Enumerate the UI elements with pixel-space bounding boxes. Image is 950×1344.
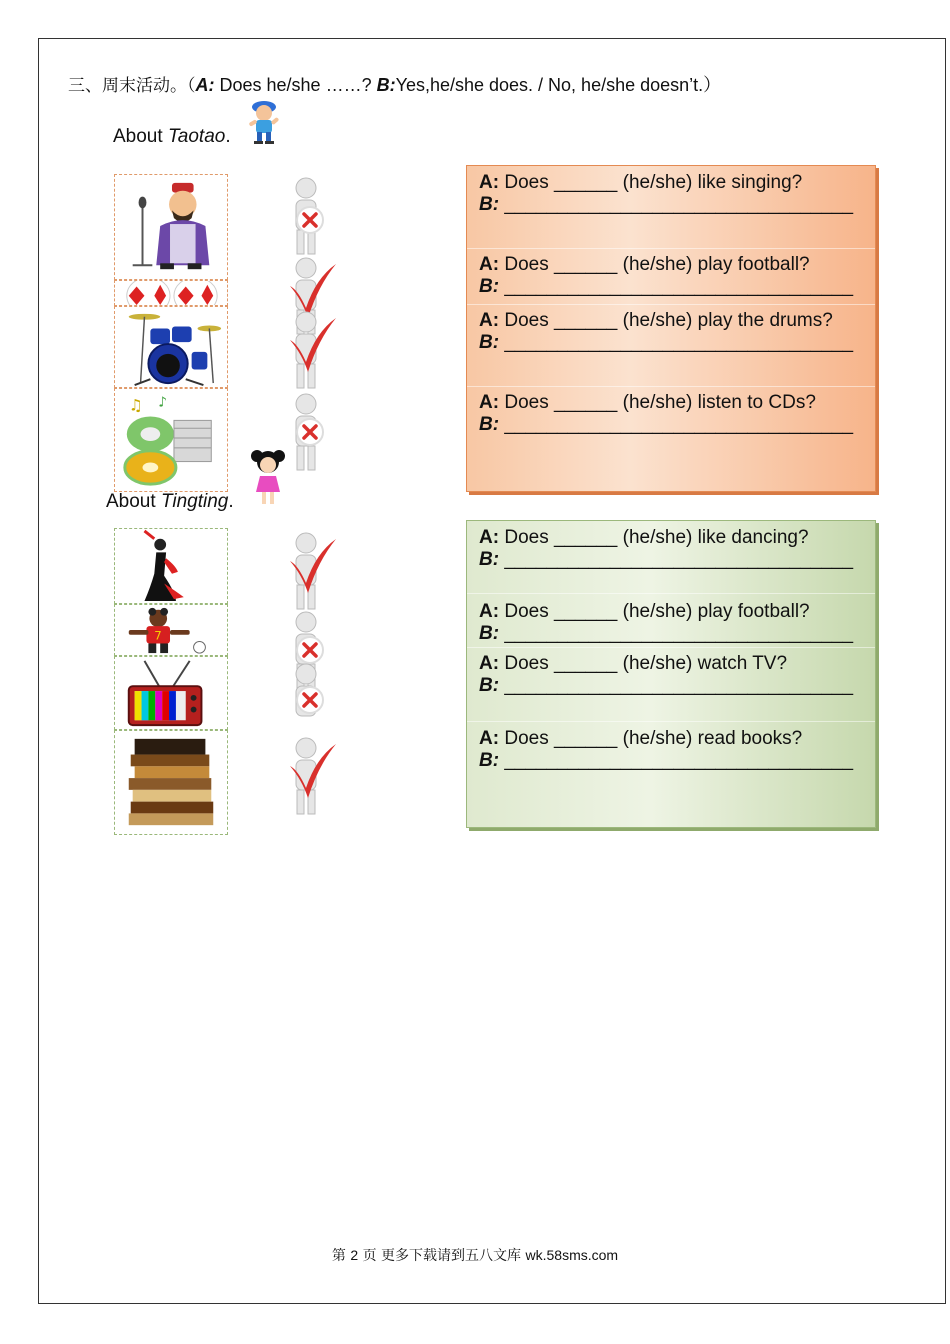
tingting-name: Tingting bbox=[160, 491, 229, 512]
question-item: A: Does ______ (he/she) watch TV? B: _________________________________ bbox=[479, 653, 854, 696]
b-text: Yes,he/she does. / No, he/she doesn’t.） bbox=[395, 75, 722, 95]
section-number: 三、周末活动。（ bbox=[68, 76, 196, 96]
football-picture bbox=[114, 280, 228, 306]
svg-text:7: 7 bbox=[154, 628, 162, 643]
football-player-icon bbox=[115, 605, 227, 655]
question-item: A: Does ______ (he/she) like dancing? B: _________________________________ bbox=[479, 527, 854, 570]
boy-icon bbox=[244, 97, 284, 145]
check-mark-icon bbox=[280, 531, 340, 611]
question-item: A: Does ______ (he/she) play the drums? B: _________________________________ bbox=[479, 310, 854, 353]
taotao-name: Taotao bbox=[167, 126, 226, 147]
check-figure-books bbox=[280, 736, 340, 816]
check-figure-drums bbox=[280, 310, 340, 390]
check-mark-icon bbox=[280, 736, 340, 816]
about-taotao: About Taotao. bbox=[113, 126, 231, 147]
about-tingting: About Tingting. bbox=[106, 491, 234, 512]
svg-text:♪: ♪ bbox=[158, 394, 168, 411]
cds-icon bbox=[115, 389, 227, 491]
cross-figure-singing bbox=[280, 176, 340, 256]
question-item: A: Does ______ (he/she) like singing? B: _________________________________ bbox=[479, 172, 854, 215]
answer-line[interactable]: _________________________________ bbox=[499, 276, 854, 297]
question-item: A: Does ______ (he/she) listen to CDs? B: _________________________________ bbox=[479, 392, 854, 435]
cross-figure-cds bbox=[280, 392, 340, 472]
taotao-question-panel bbox=[466, 165, 876, 492]
cross-mark-icon bbox=[280, 662, 340, 742]
question-item: A: Does ______ (he/she) play football? B: _________________________________ bbox=[479, 254, 854, 297]
answer-line[interactable]: _________________________________ bbox=[499, 750, 854, 771]
answer-line[interactable]: _________________________________ bbox=[499, 332, 854, 353]
tv-icon bbox=[115, 657, 227, 729]
football-icon bbox=[115, 281, 227, 305]
page-footer: 第 2 页 更多下载请到五八文库 wk.58sms.com bbox=[331, 1247, 619, 1264]
page-number: 2 bbox=[350, 1247, 359, 1263]
singer-picture bbox=[114, 174, 228, 280]
dancer-icon bbox=[115, 529, 227, 603]
drums-icon bbox=[115, 307, 227, 387]
answer-line[interactable]: _________________________________ bbox=[499, 194, 854, 215]
answer-line[interactable]: _________________________________ bbox=[499, 623, 854, 644]
football-player-picture bbox=[114, 604, 228, 656]
check-figure-dancing bbox=[280, 531, 340, 611]
section-heading bbox=[68, 71, 721, 97]
footer-site-link[interactable]: wk.58sms.com bbox=[525, 1247, 619, 1263]
singer-icon bbox=[115, 175, 227, 279]
answer-line[interactable]: _________________________________ bbox=[499, 549, 854, 570]
books-picture bbox=[114, 730, 228, 835]
a-label: A: bbox=[195, 75, 215, 95]
answer-line[interactable]: _________________________________ bbox=[499, 675, 854, 696]
svg-text:♫: ♫ bbox=[128, 395, 143, 415]
cross-mark-icon bbox=[280, 176, 340, 256]
cross-mark-icon bbox=[280, 392, 340, 472]
drums-picture bbox=[114, 306, 228, 388]
cds-picture bbox=[114, 388, 228, 492]
cross-figure-tv bbox=[280, 662, 340, 742]
books-icon bbox=[115, 731, 227, 834]
answer-line[interactable]: _________________________________ bbox=[499, 414, 854, 435]
tv-picture bbox=[114, 656, 228, 730]
question-item: A: Does ______ (he/she) read books? B: _________________________________ bbox=[479, 728, 854, 771]
b-label: B: bbox=[376, 75, 396, 95]
question-item: A: Does ______ (he/she) play football? B: _________________________________ bbox=[479, 601, 854, 644]
check-mark-icon bbox=[280, 310, 340, 390]
dancer-picture bbox=[114, 528, 228, 604]
tingting-question-panel bbox=[466, 520, 876, 828]
girl-icon bbox=[250, 446, 286, 508]
a-text: Does he/she ……? bbox=[214, 75, 377, 95]
